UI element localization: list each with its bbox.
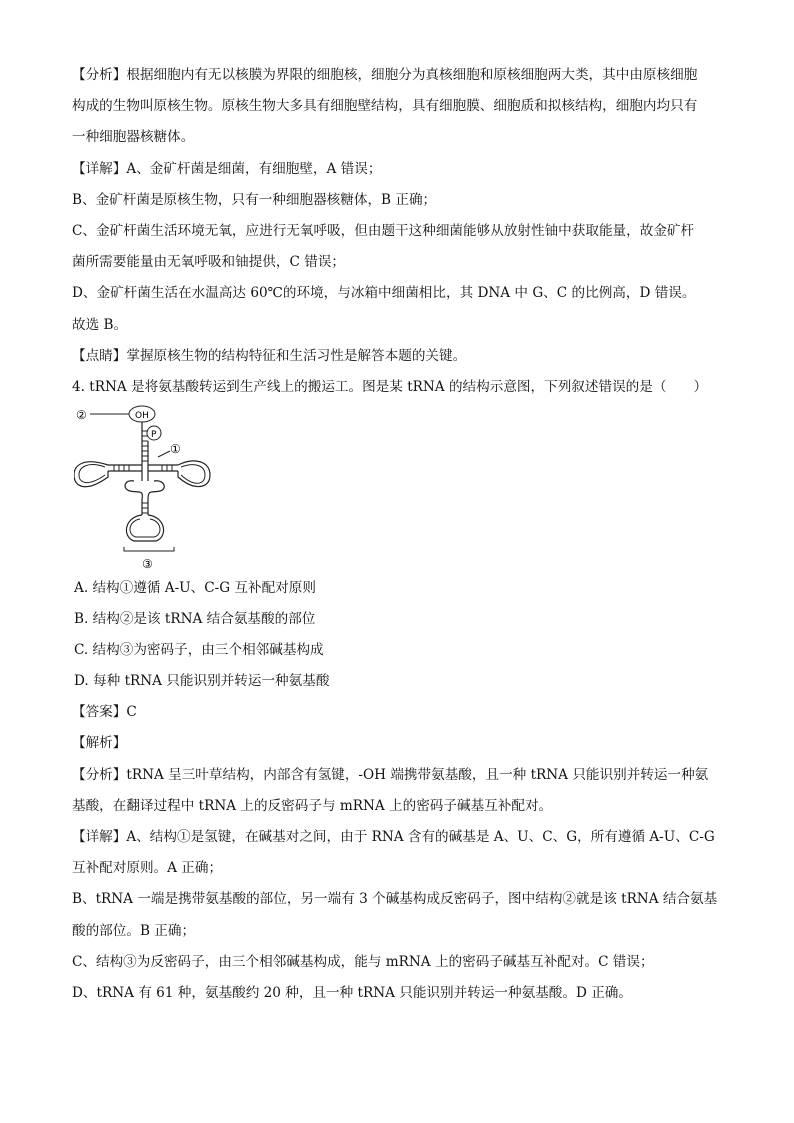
label-1: ① (170, 442, 181, 457)
explanation-heading: 【解析】 (72, 735, 127, 752)
option-a: A. 结构①遵循 A-U、C-G 互补配对原则 (74, 580, 316, 597)
label-3: ③ (142, 557, 153, 572)
analysis-line: 【分析】根据细胞内有无以核膜为界限的细胞核，细胞分为真核细胞和原核细胞两大类，其中由原核细胞 (72, 67, 698, 83)
detail-tag: 【详解】 (72, 829, 127, 846)
analysis-line: 【分析】tRNA 呈三叶草结构，内部含有氢键，-OH 端携带氨基酸，且一种 tRNA 只能识别并转运一种氨 (72, 766, 709, 783)
answer-value: C (126, 704, 137, 721)
analysis-line: 构成的生物叫原核生物。原核生物大多具有细胞壁结构，具有细胞膜、细胞质和拟核结构，细胞内均只有 (72, 98, 698, 115)
detail-line: B、tRNA 一端是携带氨基酸的部位，另一端有 3 个碱基构成反密码子，图中结构②就是该 tRNA 结合氨基 (72, 891, 718, 908)
label-2: ② (76, 408, 87, 423)
trna-diagram (74, 405, 234, 573)
document-page (72, 60, 732, 1009)
detail-line: 互补配对原则。A 正确； (72, 860, 223, 877)
oh-label: OH (135, 411, 149, 422)
answer-line (72, 697, 732, 728)
conclusion-line: 故选 B。 (72, 316, 128, 333)
p-label: P (151, 430, 157, 441)
analysis-tag: 【分析】 (72, 766, 127, 783)
detail-line: D、金矿杆菌生活在水温高达 60℃的环境，与冰箱中细菌相比，其 DNA 中 G、C 的比例高，D 错误。 (72, 285, 696, 302)
detail-line: C、金矿杆菌生活环境无氧，应进行无氧呼吸，但由题干这种细菌能够从放射性铀中获取能量，故金矿杆 (72, 223, 695, 240)
anticodon-bracket (124, 547, 174, 551)
detail-line: B、金矿杆菌是原核生物，只有一种细胞器核糖体，B 正确； (72, 191, 437, 208)
option-c: C. 结构③为密码子，由三个相邻碱基构成 (74, 642, 324, 659)
detail-line: 【详解】A、金矿杆菌是细菌，有细胞壁，A 错误； (72, 160, 382, 177)
detail-line: C、结构③为反密码子，由三个相邻碱基构成，能与 mRNA 上的密码子碱基互补配对。C 错误； (72, 953, 654, 970)
trna-cloverleaf-figure (74, 405, 234, 573)
detail-line: D、tRNA 有 61 种，氨基酸约 20 种，且一种 tRNA 只能识别并转运一种氨基酸。D 正确。 (72, 985, 632, 1002)
comment-tag: 【点睛】 (72, 347, 127, 364)
analysis-line: 基酸，在翻译过程中 tRNA 上的反密码子与 mRNA 上的密码子碱基互补配对。 (72, 797, 553, 814)
detail-tag: 【详解】 (72, 160, 127, 177)
question-stem: 4. tRNA 是将氨基酸转运到生产线上的搬运工。图是某 tRNA 的结构示意图，下列叙述错误的是（ ） (72, 379, 708, 396)
option-b: B. 结构②是该 tRNA 结合氨基酸的部位 (74, 611, 316, 628)
comment-line: 【点睛】掌握原核生物的结构特征和生活习性是解答本题的关键。 (72, 347, 467, 364)
analysis-line: 一种细胞器核糖体。 (72, 129, 195, 146)
detail-line: 酸的部位。B 正确； (72, 922, 196, 939)
option-d: D. 每种 tRNA 只能识别并转运一种氨基酸 (74, 673, 330, 690)
detail-line: 菌所需要能量由无氧呼吸和铀提供，C 错误； (72, 254, 346, 271)
detail-line: 【详解】A、结构①是氢键，在碱基对之间，由于 RNA 含有的碱基是 A、U、C、G，所有遵循 A-U、C-G (72, 829, 715, 846)
answer-tag: 【答案】 (72, 704, 127, 721)
analysis-tag: 【分析】 (72, 67, 127, 83)
